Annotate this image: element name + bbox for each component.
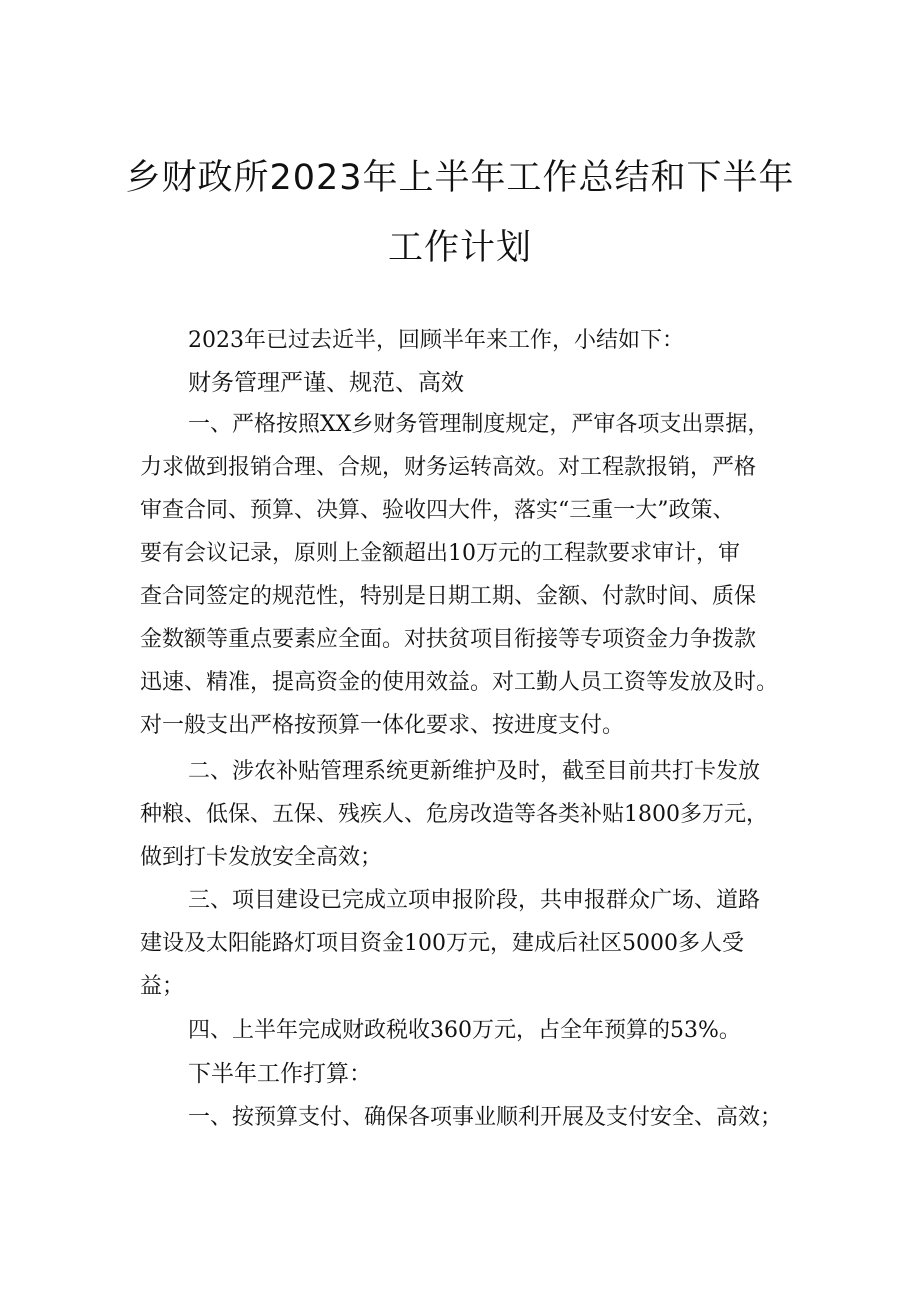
intro-paragraph: 2023年已过去近半，回顾半年来工作，小结如下： [188, 328, 684, 353]
document-title-line-2: 工作计划 [387, 228, 532, 268]
paragraph-2-line: 做到打卡发放安全高效； [140, 845, 383, 870]
section-heading-financial-management: 财务管理严谨、规范、高效 [188, 370, 464, 396]
paragraph-2-line: 种粮、低保、五保、残疾人、危房改造等各类补贴1800多万元， [140, 802, 768, 827]
paragraph-3-line: 三、项目建设已完成立项申报阶段，共申报群众广场、道路 [188, 888, 761, 913]
paragraph-1-line: 查合同签定的规范性，特别是日期工期、金额、付款时间、质保 [140, 584, 757, 609]
paragraph-3-line: 益； [140, 974, 185, 999]
paragraph-1-line: 一、严格按照XX乡财务管理制度规定，严审各项支出票据， [188, 412, 770, 437]
paragraph-1-line: 迅速、精准，提高资金的使用效益。对工勤人员工资等发放及时。 [140, 670, 779, 695]
document-title-line-1: 乡财政所2023年上半年工作总结和下半年 [125, 158, 795, 198]
paragraph-2-line: 二、涉农补贴管理系统更新维护及时，截至目前共打卡发放 [188, 759, 761, 784]
paragraph-3-line: 建设及太阳能路灯项目资金100万元，建成后社区5000多人受 [140, 931, 744, 956]
paragraph-1-line: 要有会议记录，原则上金额超出10万元的工程款要求审计，审 [140, 541, 740, 566]
section-heading-second-half-plan: 下半年工作打算： [188, 1061, 372, 1087]
paragraph-1-line: 对一般支出严格按预算一体化要求、按进度支付。 [140, 713, 625, 738]
paragraph-1-line: 金数额等重点要素应全面。对扶贫项目衔接等专项资金力争拨款 [140, 627, 757, 652]
plan-item-1: 一、按预算支付、确保各项事业顺利开展及支付安全、高效； [188, 1105, 783, 1130]
paragraph-1-line: 审查合同、预算、决算、验收四大件，落实“三重一大”政策、 [140, 498, 735, 523]
paragraph-4: 四、上半年完成财政税收360万元，占全年预算的53%。 [188, 1018, 741, 1043]
paragraph-1-line: 力求做到报销合理、合规，财务运转高效。对工程款报销，严格 [140, 455, 757, 480]
